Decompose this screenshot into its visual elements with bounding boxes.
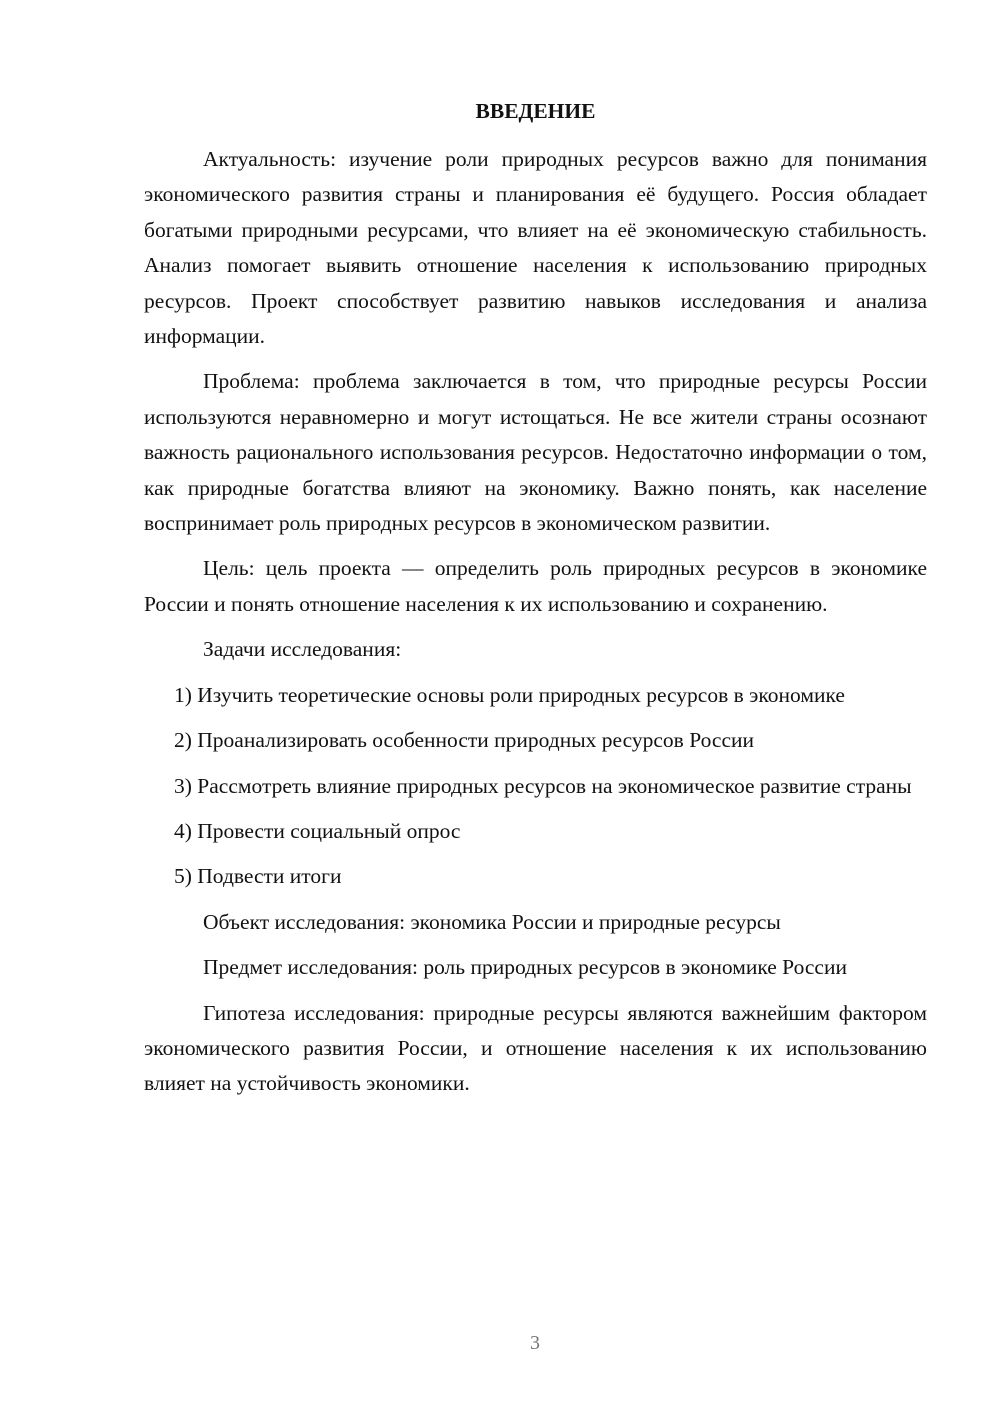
task-item: 2) Проанализировать особенности природных ресурсов России bbox=[174, 728, 755, 753]
paragraph-relevance: Актуальность: изучение роли природных ресурсов важно для понимания экономического развития страны и планирования её будущего. Россия обладает богатыми природными ресурсами, что влияет на её экономическую стабильность. Анализ помогает выявить отношение населения к использованию природных ресурсов. Проект способствует развитию навыков исследования и анализа информации. bbox=[144, 147, 927, 349]
paragraph-problem: Проблема: проблема заключается в том, что природные ресурсы России используются неравномерно и могут истощаться. Не все жители страны осознают важность рационального использования ресурсов. Недостаточно информации о том, как природные богатства влияют на экономику. Важно понять, как население воспринимает роль природных ресурсов в экономическом развитии. bbox=[144, 369, 927, 536]
task-item: 3) Рассмотреть влияние природных ресурсов на экономическое развитие страны bbox=[174, 773, 912, 798]
page-number: 3 bbox=[530, 1332, 540, 1354]
tasks-list bbox=[144, 678, 927, 895]
paragraph-goal: Цель: цель проекта — определить роль природных ресурсов в экономике России и понять отношение населения к их использованию и сохранению. bbox=[144, 556, 927, 616]
task-item: 4) Провести социальный опрос bbox=[174, 818, 461, 843]
task-item: 1) Изучить теоретические основы роли природных ресурсов в экономике bbox=[174, 682, 845, 707]
page-content bbox=[144, 92, 927, 1112]
paragraph-object: Объект исследования: экономика России и природные ресурсы bbox=[203, 909, 781, 934]
paragraph-hypothesis: Гипотеза исследования: природные ресурсы являются важнейшим фактором экономического развития России, и отношение населения к их использованию влияет на устойчивость экономики. bbox=[144, 1000, 927, 1096]
paragraph-subject: Предмет исследования: роль природных ресурсов в экономике России bbox=[203, 955, 847, 980]
task-item: 5) Подвести итоги bbox=[174, 864, 342, 889]
tasks-label: Задачи исследования: bbox=[203, 637, 402, 662]
section-title: ВВЕДЕНИЕ bbox=[475, 99, 596, 123]
